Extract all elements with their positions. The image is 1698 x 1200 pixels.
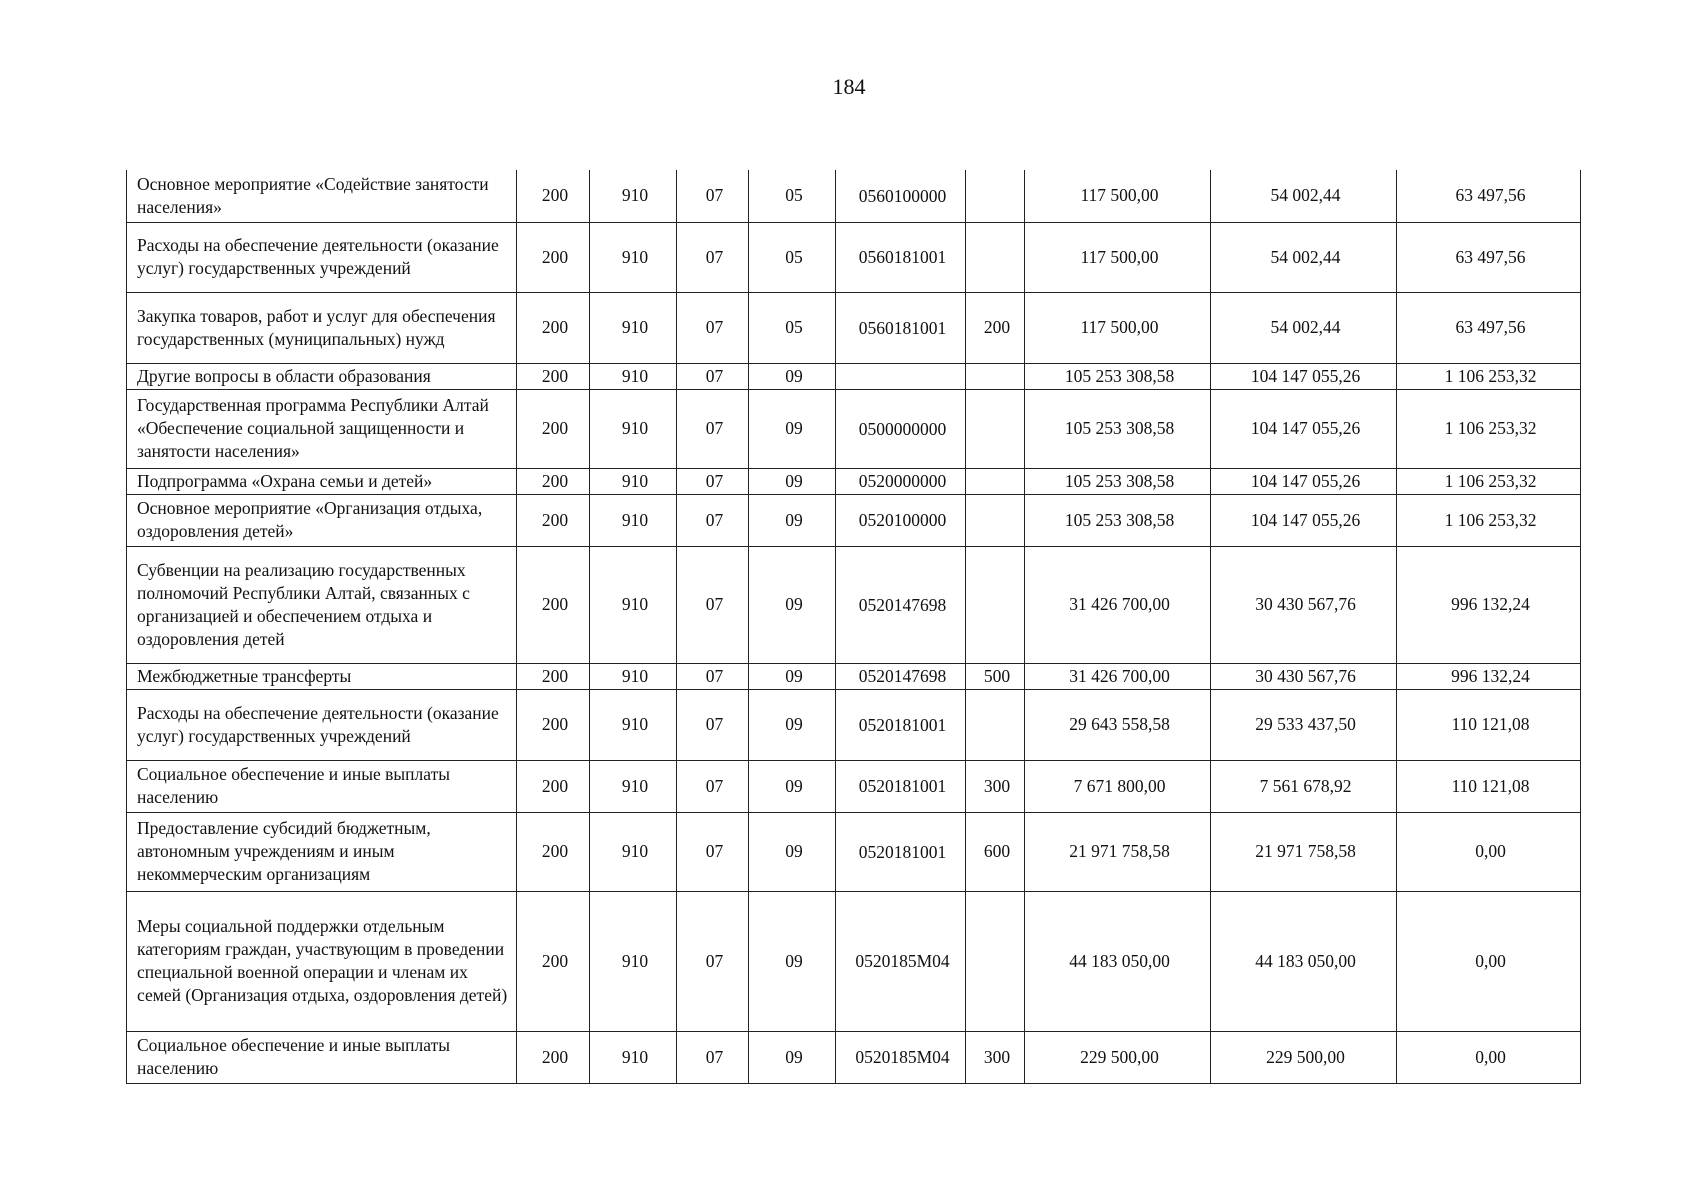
code-subsection-cell: 09 [749,468,836,494]
code-subsection-cell: 09 [749,546,836,663]
code-ministry-cell: 910 [590,389,677,468]
code-admin-cell: 200 [517,170,590,222]
amount-executed-cell: 30 430 567,76 [1211,663,1397,689]
code-admin-cell: 200 [517,292,590,363]
amount-planned-cell: 31 426 700,00 [1025,663,1211,689]
target-article-cell: 0520181001 [836,689,966,760]
code-subsection-cell: 05 [749,222,836,292]
code-subsection-cell: 05 [749,292,836,363]
item-name-cell: Меры социальной поддержки отдельным категориям граждан, участвующим в проведении специальной военной операции и членам их семей (Организация отдыха, оздоровления детей) [127,891,517,1031]
code-admin-cell: 200 [517,812,590,891]
amount-executed-cell: 44 183 050,00 [1211,891,1397,1031]
amount-executed-cell: 104 147 055,26 [1211,363,1397,389]
amount-remaining-cell: 110 121,08 [1397,760,1581,812]
expense-type-cell: 300 [966,1031,1025,1083]
table-row [127,663,1581,689]
expense-type-cell [966,170,1025,222]
expense-type-cell [966,468,1025,494]
table-row [127,389,1581,468]
code-subsection-cell: 09 [749,812,836,891]
page-number: 184 [832,74,866,99]
code-subsection-cell: 09 [749,663,836,689]
target-article-cell: 0560181001 [836,222,966,292]
code-admin-cell: 200 [517,363,590,389]
code-ministry-cell: 910 [590,292,677,363]
amount-planned-cell: 7 671 800,00 [1025,760,1211,812]
amount-planned-cell: 117 500,00 [1025,292,1211,363]
amount-remaining-cell: 0,00 [1397,1031,1581,1083]
amount-planned-cell: 229 500,00 [1025,1031,1211,1083]
amount-executed-cell: 54 002,44 [1211,170,1397,222]
code-section-cell: 07 [677,494,749,546]
amount-planned-cell: 105 253 308,58 [1025,468,1211,494]
code-section-cell: 07 [677,546,749,663]
table-row [127,1031,1581,1083]
amount-executed-cell: 21 971 758,58 [1211,812,1397,891]
table-row [127,222,1581,292]
amount-remaining-cell: 63 497,56 [1397,222,1581,292]
code-admin-cell: 200 [517,663,590,689]
amount-executed-cell: 29 533 437,50 [1211,689,1397,760]
code-ministry-cell: 910 [590,170,677,222]
amount-executed-cell: 104 147 055,26 [1211,389,1397,468]
code-admin-cell: 200 [517,468,590,494]
code-subsection-cell: 09 [749,1031,836,1083]
amount-executed-cell: 229 500,00 [1211,1031,1397,1083]
item-name-cell: Другие вопросы в области образования [127,363,517,389]
target-article-cell: 0520000000 [836,468,966,494]
amount-remaining-cell: 996 132,24 [1397,546,1581,663]
code-ministry-cell: 910 [590,760,677,812]
amount-remaining-cell: 0,00 [1397,891,1581,1031]
target-article-cell: 0500000000 [836,389,966,468]
target-article-cell: 0520185М04 [836,891,966,1031]
target-article-cell: 0520147698 [836,663,966,689]
item-name-cell: Расходы на обеспечение деятельности (оказание услуг) государственных учреждений [127,689,517,760]
code-ministry-cell: 910 [590,222,677,292]
expense-type-cell [966,891,1025,1031]
item-name-cell: Субвенции на реализацию государственных полномочий Республики Алтай, связанных с организацией и обеспечением отдыха и оздоровления детей [127,546,517,663]
code-subsection-cell: 09 [749,891,836,1031]
code-section-cell: 07 [677,170,749,222]
code-ministry-cell: 910 [590,494,677,546]
amount-remaining-cell: 1 106 253,32 [1397,468,1581,494]
amount-planned-cell: 21 971 758,58 [1025,812,1211,891]
item-name-cell: Закупка товаров, работ и услуг для обеспечения государственных (муниципальных) нужд [127,292,517,363]
code-section-cell: 07 [677,1031,749,1083]
item-name-cell: Государственная программа Республики Алтай «Обеспечение социальной защищенности и занятости населения» [127,389,517,468]
table-row [127,170,1581,222]
expense-type-cell [966,222,1025,292]
code-ministry-cell: 910 [590,891,677,1031]
code-admin-cell: 200 [517,891,590,1031]
amount-planned-cell: 105 253 308,58 [1025,363,1211,389]
code-section-cell: 07 [677,363,749,389]
target-article-cell: 0520100000 [836,494,966,546]
table-row [127,292,1581,363]
code-subsection-cell: 09 [749,760,836,812]
code-section-cell: 07 [677,689,749,760]
amount-executed-cell: 30 430 567,76 [1211,546,1397,663]
expense-type-cell [966,389,1025,468]
target-article-cell: 0560181001 [836,292,966,363]
code-ministry-cell: 910 [590,663,677,689]
code-admin-cell: 200 [517,222,590,292]
amount-planned-cell: 31 426 700,00 [1025,546,1211,663]
amount-remaining-cell: 63 497,56 [1397,170,1581,222]
code-section-cell: 07 [677,663,749,689]
table-row [127,812,1581,891]
code-subsection-cell: 05 [749,170,836,222]
code-admin-cell: 200 [517,760,590,812]
code-ministry-cell: 910 [590,468,677,494]
code-subsection-cell: 09 [749,494,836,546]
code-section-cell: 07 [677,292,749,363]
code-admin-cell: 200 [517,1031,590,1083]
amount-planned-cell: 117 500,00 [1025,222,1211,292]
expense-type-cell: 200 [966,292,1025,363]
code-subsection-cell: 09 [749,389,836,468]
expense-type-cell [966,689,1025,760]
amount-remaining-cell: 1 106 253,32 [1397,363,1581,389]
amount-planned-cell: 44 183 050,00 [1025,891,1211,1031]
item-name-cell: Основное мероприятие «Содействие занятости населения» [127,170,517,222]
table-row [127,760,1581,812]
target-article-cell: 0520181001 [836,760,966,812]
amount-remaining-cell: 996 132,24 [1397,663,1581,689]
expense-type-cell [966,546,1025,663]
target-article-cell [836,363,966,389]
item-name-cell: Социальное обеспечение и иные выплаты населению [127,1031,517,1083]
item-name-cell: Предоставление субсидий бюджетным, автономным учреждениям и иным некоммерческим организациям [127,812,517,891]
expense-type-cell: 500 [966,663,1025,689]
code-subsection-cell: 09 [749,363,836,389]
amount-planned-cell: 105 253 308,58 [1025,494,1211,546]
code-admin-cell: 200 [517,546,590,663]
code-section-cell: 07 [677,812,749,891]
code-admin-cell: 200 [517,494,590,546]
table-body [127,170,1581,1083]
table-row [127,546,1581,663]
code-ministry-cell: 910 [590,1031,677,1083]
item-name-cell: Социальное обеспечение и иные выплаты населению [127,760,517,812]
expense-type-cell: 300 [966,760,1025,812]
code-section-cell: 07 [677,891,749,1031]
budget-table [126,170,1581,1084]
amount-remaining-cell: 1 106 253,32 [1397,389,1581,468]
table-row [127,494,1581,546]
target-article-cell: 0560100000 [836,170,966,222]
amount-remaining-cell: 1 106 253,32 [1397,494,1581,546]
item-name-cell: Расходы на обеспечение деятельности (оказание услуг) государственных учреждений [127,222,517,292]
code-admin-cell: 200 [517,689,590,760]
code-section-cell: 07 [677,468,749,494]
table-row [127,363,1581,389]
amount-remaining-cell: 110 121,08 [1397,689,1581,760]
amount-executed-cell: 104 147 055,26 [1211,468,1397,494]
target-article-cell: 0520181001 [836,812,966,891]
code-subsection-cell: 09 [749,689,836,760]
amount-executed-cell: 54 002,44 [1211,292,1397,363]
code-section-cell: 07 [677,222,749,292]
code-admin-cell: 200 [517,389,590,468]
target-article-cell: 0520147698 [836,546,966,663]
table-row [127,468,1581,494]
code-section-cell: 07 [677,389,749,468]
expense-type-cell [966,494,1025,546]
amount-planned-cell: 117 500,00 [1025,170,1211,222]
code-ministry-cell: 910 [590,546,677,663]
code-ministry-cell: 910 [590,363,677,389]
table-row [127,891,1581,1031]
expense-type-cell: 600 [966,812,1025,891]
code-ministry-cell: 910 [590,689,677,760]
amount-planned-cell: 29 643 558,58 [1025,689,1211,760]
expense-type-cell [966,363,1025,389]
item-name-cell: Основное мероприятие «Организация отдыха, оздоровления детей» [127,494,517,546]
amount-executed-cell: 54 002,44 [1211,222,1397,292]
amount-planned-cell: 105 253 308,58 [1025,389,1211,468]
target-article-cell: 0520185М04 [836,1031,966,1083]
code-section-cell: 07 [677,760,749,812]
table-row [127,689,1581,760]
code-ministry-cell: 910 [590,812,677,891]
amount-remaining-cell: 0,00 [1397,812,1581,891]
item-name-cell: Подпрограмма «Охрана семьи и детей» [127,468,517,494]
amount-executed-cell: 104 147 055,26 [1211,494,1397,546]
amount-executed-cell: 7 561 678,92 [1211,760,1397,812]
amount-remaining-cell: 63 497,56 [1397,292,1581,363]
item-name-cell: Межбюджетные трансферты [127,663,517,689]
